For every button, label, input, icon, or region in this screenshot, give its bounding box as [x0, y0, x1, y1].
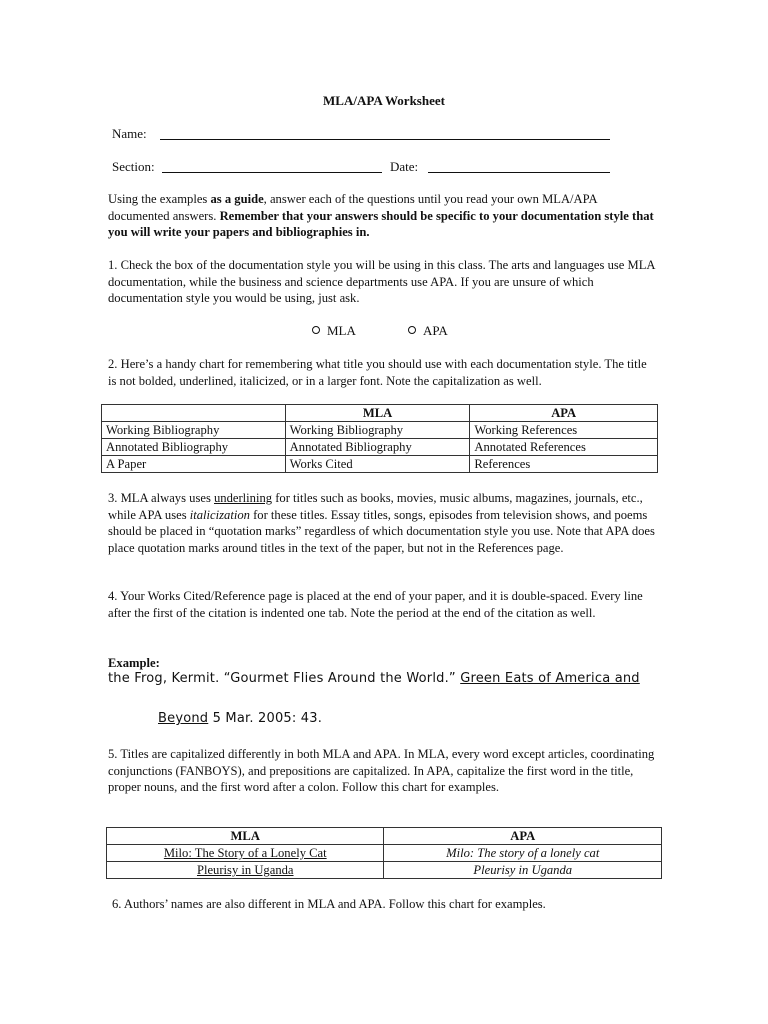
question-6: 6. Authors’ names are also different in MLA and APA. Follow this chart for examples.	[112, 897, 546, 911]
section-label: Section:	[112, 159, 155, 174]
apa-option[interactable]: APA	[408, 323, 448, 340]
question-1: 1. Check the box of the documentation style you will be using in this class. The arts and languages use MLA documentation, while the business and science departments use APA. If you are unsure of which documentation style you would be using, just ask.	[108, 258, 655, 305]
table-row: Working Bibliography Working Bibliography Working References	[102, 422, 658, 439]
radio-circle-icon	[312, 326, 320, 334]
title-chart-table	[101, 404, 658, 473]
table-row: Pleurisy in Uganda Pleurisy in Uganda	[107, 862, 662, 879]
example-citation-line-2: Beyond 5 Mar. 2005: 43.	[158, 711, 323, 726]
example-citation-line-1: the Frog, Kermit. “Gourmet Flies Around the World.” Green Eats of America and	[108, 671, 640, 686]
section-field[interactable]	[162, 172, 382, 173]
date-label: Date:	[390, 159, 419, 174]
question-2: 2. Here’s a handy chart for remembering what title you should use with each documentation style. The title is not bolded, underlined, italicized, or in a larger font. Note the capitalization as well.	[108, 357, 647, 388]
question-4: 4. Your Works Cited/Reference page is placed at the end of your paper, and it is double-spaced. Every line after the first of the citation is indented one tab. Note the period at the end of the citation as well.	[108, 589, 643, 620]
table-header-row: MLA APA	[102, 405, 658, 422]
date-field[interactable]	[428, 172, 610, 173]
table-row: Annotated Bibliography Annotated Bibliography Annotated References	[102, 439, 658, 456]
table-row: Milo: The Story of a Lonely Cat Milo: The story of a lonely cat	[107, 845, 662, 862]
question-3: 3. MLA always uses underlining for titles such as books, movies, music albums, magazines, journals, etc., while APA uses italicization for these titles. Essay titles, songs, episodes from television shows, and poems should be placed in “quotation marks” regardless of which documentation style you use. Note that APA does place quotation marks around titles in the text of the paper, but not in the References page.	[108, 491, 655, 555]
mla-option[interactable]: MLA	[312, 323, 356, 340]
name-field[interactable]	[160, 139, 610, 140]
question-5: 5. Titles are capitalized differently in both MLA and APA. In MLA, every word except articles, coordinating conjunctions (FANBOYS), and prepositions are capitalized. In APA, capitalize the first word in the title, proper nouns, and the first word after a colon. Follow this chart for examples.	[108, 747, 655, 794]
table-row: A Paper Works Cited References	[102, 456, 658, 473]
radio-circle-icon	[408, 326, 416, 334]
capitalization-table	[106, 827, 662, 879]
table-header-row: MLA APA	[107, 828, 662, 845]
example-label: Example:	[108, 656, 160, 670]
page-title: MLA/APA Worksheet	[323, 93, 445, 108]
intro-paragraph: Using the examples as a guide, answer each of the questions until you read your own MLA/APA documented answers. Remember that your answers should be specific to your documentation style that you will write your papers and bibliographies in.	[108, 192, 654, 239]
name-label: Name:	[112, 126, 147, 141]
